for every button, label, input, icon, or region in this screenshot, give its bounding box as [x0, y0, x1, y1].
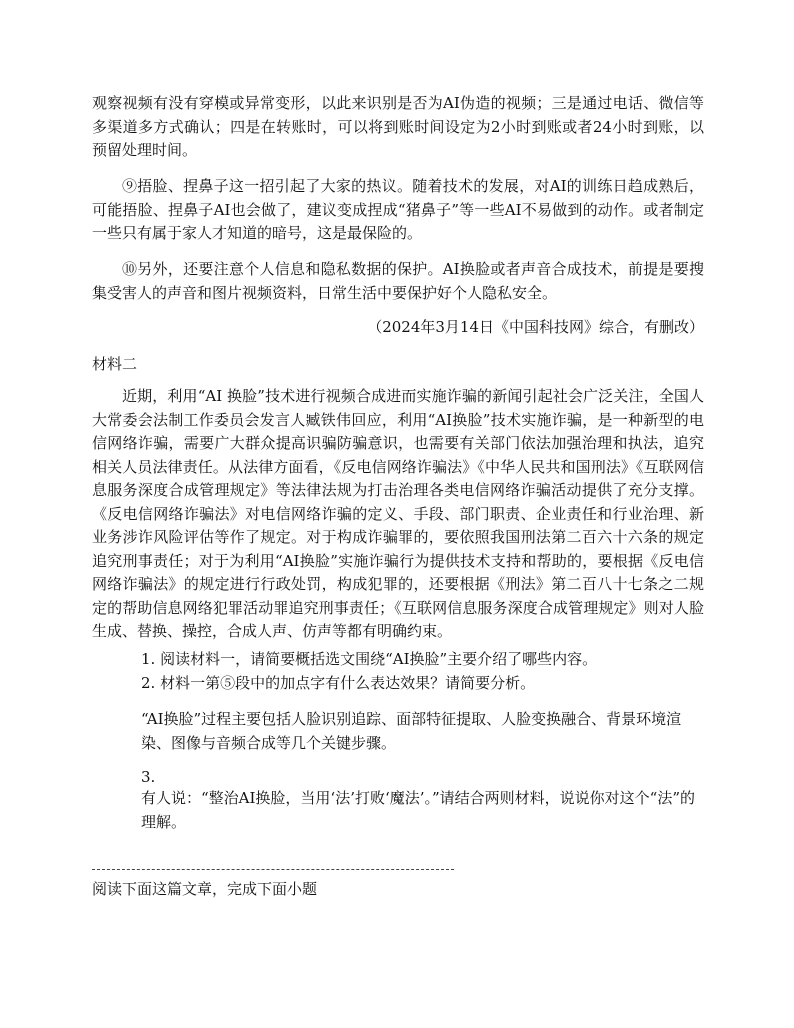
question-3-number: 3. [141, 768, 156, 786]
question-1: 1. 阅读材料一，请简要概括选文围绕“AI换脸”主要介绍了哪些内容。 [141, 650, 598, 668]
question-3: 有人说：“整治AI换脸，当用‘法’打败‘魔法’。”请结合两则材料，说说你对这个“法”的理解。 [141, 789, 696, 831]
section-divider [92, 869, 454, 870]
question-2: 2. 材料一第⑤段中的加点字有什么表达效果？请简要分析。 [141, 674, 536, 692]
reading-instruction: 阅读下面这篇文章，完成下面小题 [92, 880, 318, 898]
paragraph-10: ⑩另外，还要注意个人信息和隐私数据的保护。AI换脸或者声音合成技术，前提是要搜集受害人的声音和图片视频资料，日常生活中要保护好个人隐私安全。 [92, 260, 704, 302]
heading-material-2: 材料二 [92, 355, 138, 373]
answer-text: “AI换脸”过程主要包括人脸识别追踪、面部特征提取、人脸变换融合、背景环境渲染、图像与音频合成等几个关键步骤。 [141, 710, 682, 752]
source-citation: （2024年3月14日《中国科技网》综合，有删改） [367, 318, 704, 336]
paragraph-material-2: 近期，利用“AI 换脸”技术进行视频合成进而实施诈骗的新闻引起社会广泛关注，全国人大常委会法制工作委员会发言人臧铁伟回应，利用“AI换脸”技术实施诈骗，是一种新型的电信网络诈骗，需要广大群众提高识骗防骗意识，也需要有关部门依法加强治理和执法，追究相关人员法律责任。从法律方面看，《反电信网络诈骗法》《中华人民共和国刑法》《互联网信息服务深度合成管理规定》等法律法规为打击治理各类电信网络诈骗活动提供了充分支撑。《反电信网络诈骗法》对电信网络诈骗的定义、手段、部门职责、企业责任和行业治理、新业务涉诈风险评估等作了规定。对于构成诈骗罪的，要依照我国刑法第二百六十六条的规定追究刑事责任；对于为利用“AI换脸”实施诈骗行为提供技术支持和帮助的，要根据《反电信网络诈骗法》的规定进行行政处罚，构成犯罪的，还要根据《刑法》第二百八十七条之二规定的帮助信息网络犯罪活动罪追究刑事责任；《互联网信息服务深度合成管理规定》则对人脸生成、替换、操控，合成人声、仿声等都有明确约束。 [92, 387, 704, 640]
paragraph-top: 观察视频有没有穿模或异常变形，以此来识别是否为AI伪造的视频；三是通过电话、微信等多渠道多方式确认；四是在转账时，可以将到账时间设定为2小时到账或者24小时到账，以预留处理时间。 [92, 94, 704, 159]
paragraph-9: ⑨捂脸、捏鼻子这一招引起了大家的热议。随着技术的发展，对AI的训练日趋成熟后，可能捂脸、捏鼻子AI也会做了，建议变成捏成“猪鼻子”等一些AI不易做到的动作。或者制定一些只有属于家人才知道的暗号，这是最保险的。 [92, 177, 704, 242]
